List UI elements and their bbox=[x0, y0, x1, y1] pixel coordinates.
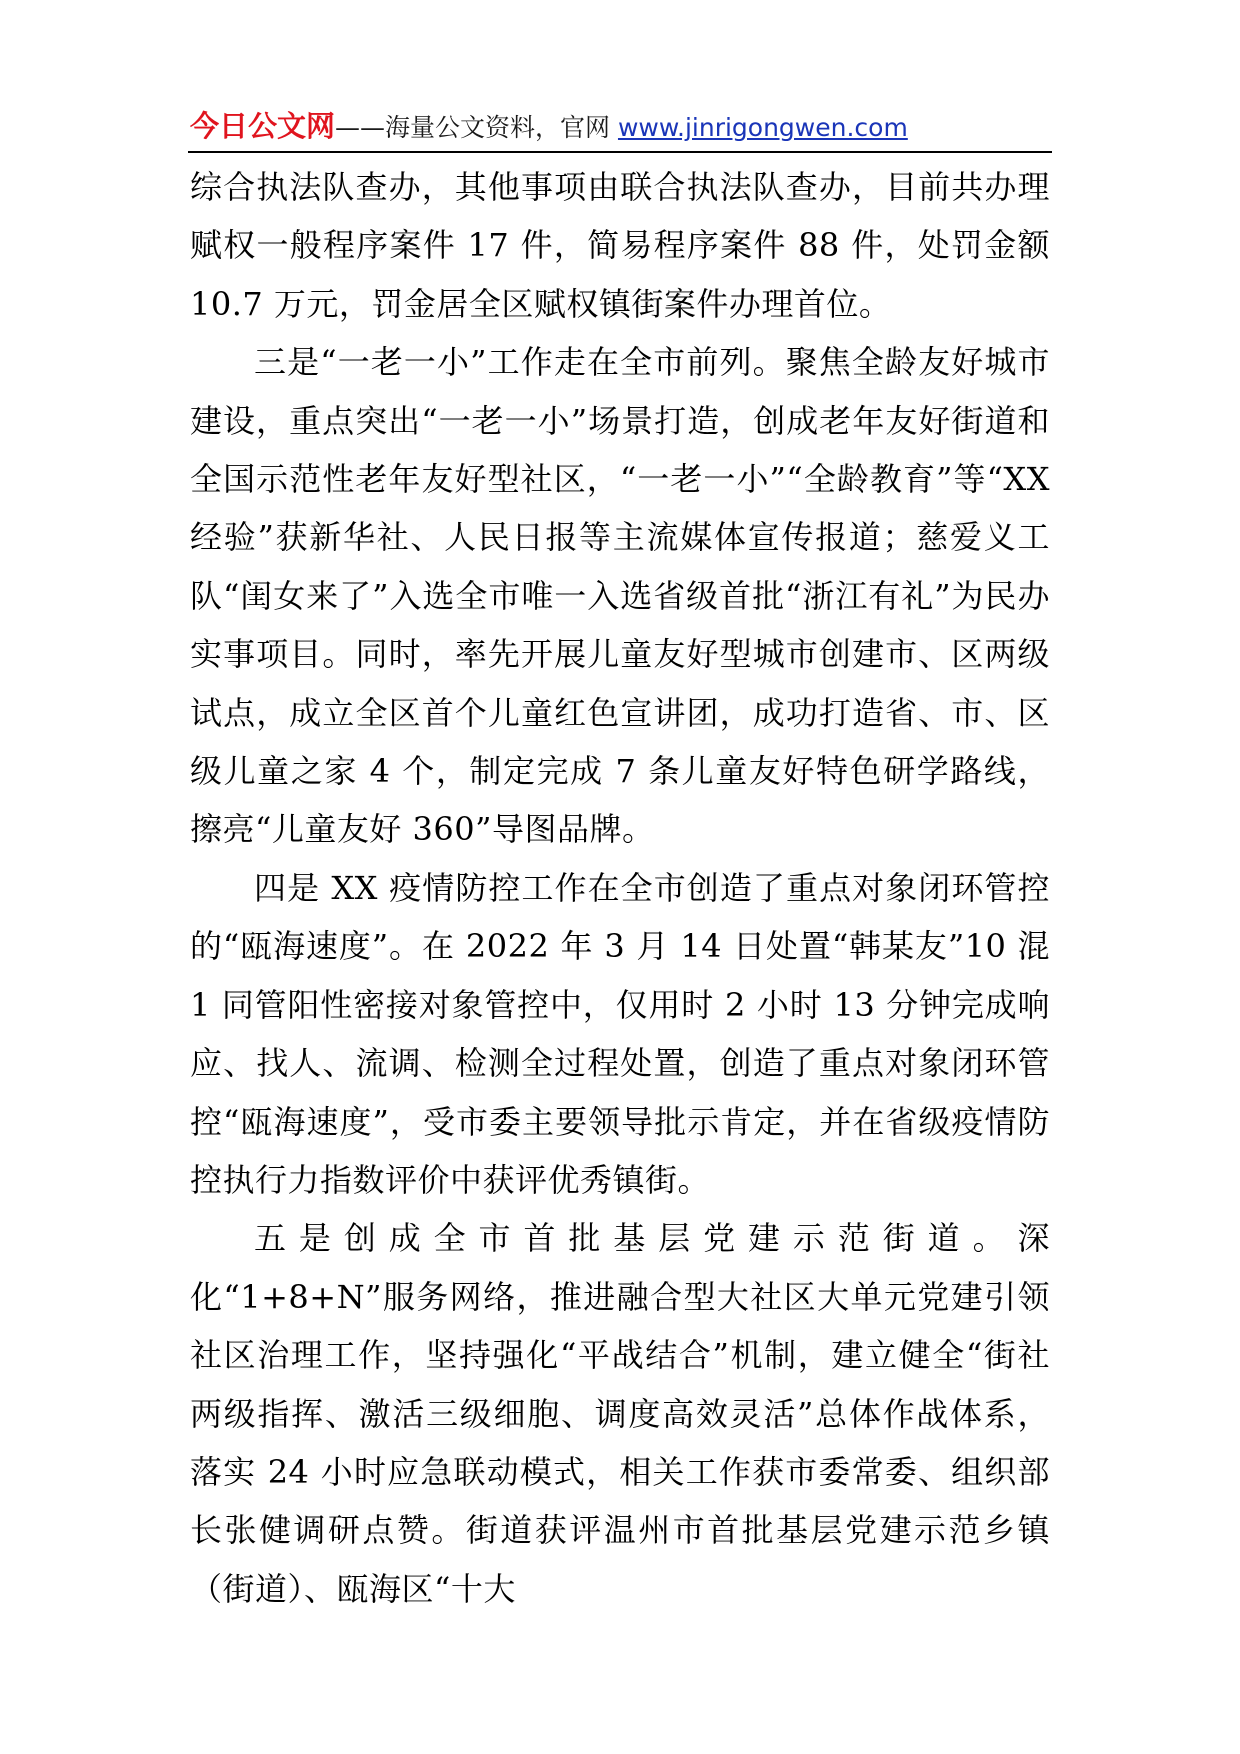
document-body bbox=[190, 158, 1050, 1618]
paragraph-epidemic-control: 四是 XX 疫情防控工作在全市创造了重点对象闭环管控的“瓯海速度”。在 2022 年 3 月 14 日处置“韩某友”10 混 1 同管阳性密接对象管控中，仅用时 2 小时 13 分钟完成响应、找人、流调、检测全过程处置，创造了重点对象闭环管控“瓯海速度”，受市委主要领导批示肯定，并在省级疫情防控执行力指数评价中获评优秀镇街。 bbox=[190, 868, 1050, 1199]
site-slogan: 海量公文资料，官网 bbox=[385, 113, 618, 142]
paragraph-elderly-children: 三是“一老一小”工作走在全市前列。聚焦全龄友好城市建设，重点突出“一老一小”场景打造，创成老年友好街道和全国示范性老年友好型社区，“一老一小”“全龄教育”等“XX经验”获新华社、人民日报等主流媒体宣传报道；慈爱义工队“闺女来了”入选全市唯一入选省级首批“浙江有礼”为民办实事项目。同时，率先开展儿童友好型城市创建市、区两级试点，成立全区首个儿童红色宣讲团，成功打造省、市、区级儿童之家 4 个，制定完成 7 条儿童友好特色研学路线，擦亮“儿童友好 360”导图品牌。 bbox=[190, 343, 1050, 849]
site-url-link[interactable]: www.jinrigongwen.com bbox=[617, 113, 908, 142]
header-dash: —— bbox=[335, 113, 386, 142]
paragraph-party-building: 五是创成全市首批基层党建示范街道。深化“1+8+N”服务网络，推进融合型大社区大单元党建引领社区治理工作，坚持强化“平战结合”机制，建立健全“街社两级指挥、激活三级细胞、调度高效灵活”总体作战体系，落实 24 小时应急联动模式，相关工作获市委常委、组织部长张健调研点赞。街道获评温州市首批基层党建示范乡镇（街道）、瓯海区“十大 bbox=[190, 1219, 1050, 1608]
header-divider bbox=[188, 151, 1052, 153]
site-header bbox=[190, 104, 1050, 148]
paragraph-continued: 综合执法队查办，其他事项由联合执法队查办，目前共办理赋权一般程序案件 17 件，简易程序案件 88 件，处罚金额 10.7 万元，罚金居全区赋权镇街案件办理首位。 bbox=[190, 168, 1050, 323]
site-brand-name: 今日公文网 bbox=[190, 109, 336, 143]
